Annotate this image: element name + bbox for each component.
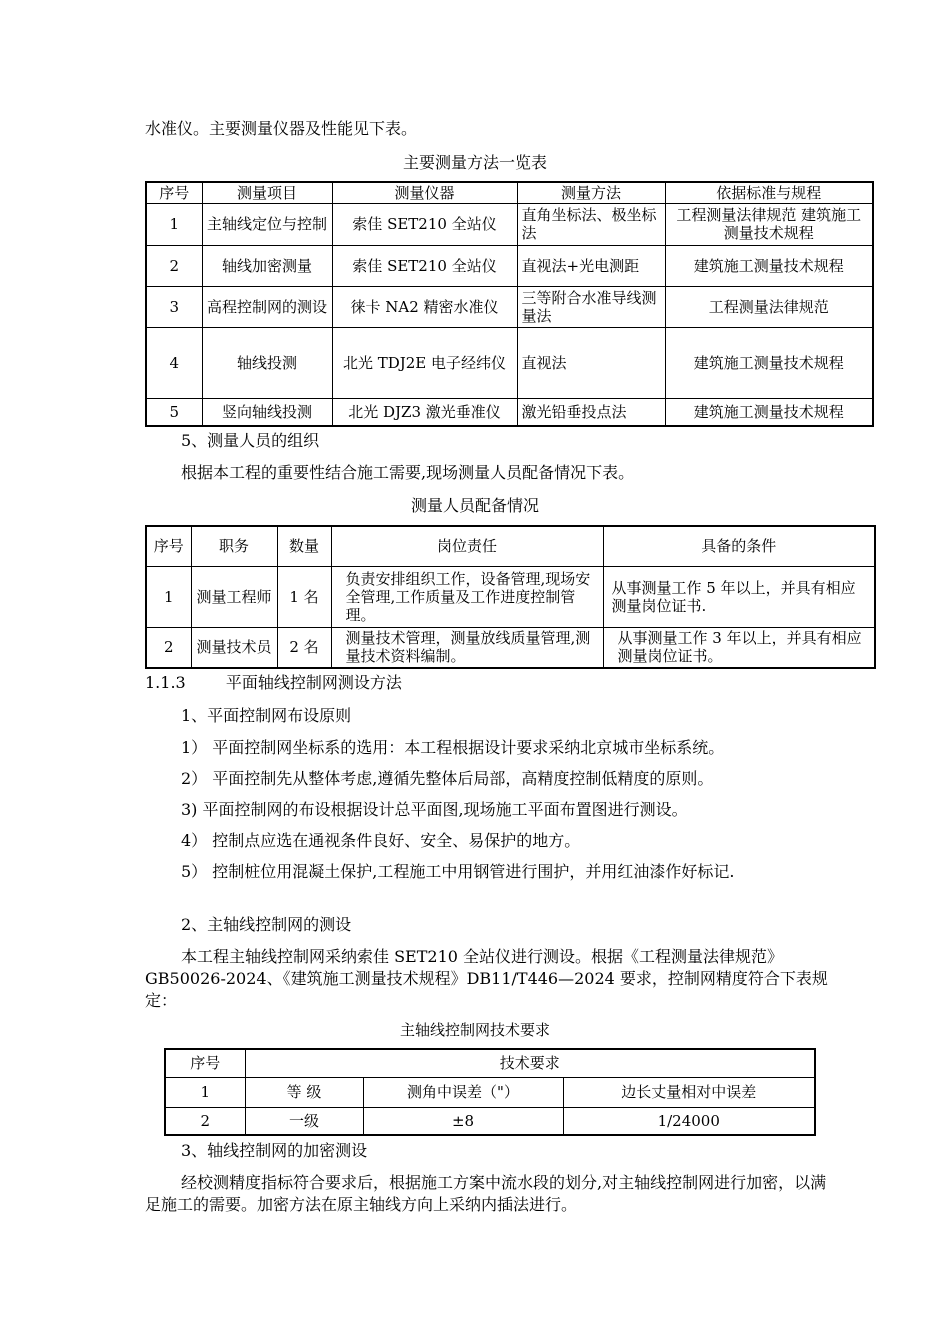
table-cell: 建筑施工测量技术规程 — [665, 327, 873, 398]
principle-item: 3) 平面控制网的布设根据设计总平面图,现场施工平面布置图进行测设。 — [181, 800, 688, 819]
table-row — [146, 566, 875, 627]
table-row — [146, 398, 873, 426]
table-cell: 等 级 — [245, 1077, 363, 1107]
section-title: 平面轴线控制网测设方法 — [225, 673, 402, 692]
tech-requirements-table — [164, 1048, 816, 1136]
header-cell: 职务 — [191, 526, 277, 566]
table-cell: 直角坐标法、极坐标法 — [517, 203, 665, 245]
main-axis-text: 本工程主轴线控制网采纳索佳 SET210 全站仪进行测设。根据《工程测量法律规范》GB50026-2024、《建筑施工测量技术规程》DB11/T446—2024 要求，控制网精度符合下表规定： — [145, 947, 828, 1010]
section-number: 1.1.3 — [145, 673, 186, 692]
table-cell: 三等附合水准导线测量法 — [517, 286, 665, 327]
table1-caption: 主要测量方法一览表 — [402, 153, 547, 172]
principle-item: 5） 控制桩位用混凝土保护,工程施工中用钢管进行围护，并用红油漆作好标记. — [181, 862, 735, 881]
table-row — [146, 627, 875, 668]
table-row — [146, 286, 873, 327]
principle-item: 2） 平面控制先从整体考虑,遵循先整体后局部，高精度控制低精度的原则。 — [181, 769, 714, 788]
table3-caption: 主轴线控制网技术要求 — [399, 1021, 550, 1039]
header-cell: 岗位责任 — [331, 526, 603, 566]
principle-item: 4） 控制点应选在通视条件良好、安全、易保护的地方。 — [181, 831, 581, 850]
header-cell: 技术要求 — [245, 1049, 815, 1077]
table-cell: 徕卡 NA2 精密水准仪 — [332, 286, 517, 327]
table-cell: 从事测量工作 3 年以上，并具有相应测量岗位证书。 — [603, 627, 875, 668]
table-cell: 测角中误差（"） — [363, 1077, 563, 1107]
table-cell: 从事测量工作 5 年以上，并具有相应测量岗位证书. — [603, 566, 875, 627]
table-header-row — [146, 526, 875, 566]
table-cell: 高程控制网的测设 — [202, 286, 332, 327]
table-cell: 负责安排组织工作，设备管理,现场安全管理,工作质量及工作进度控制管理。 — [331, 566, 603, 627]
table-cell: ±8 — [363, 1107, 563, 1135]
densify-title: 3、轴线控制网的加密测设 — [181, 1141, 368, 1160]
table-row — [146, 203, 873, 245]
table-cell: 2 — [146, 245, 202, 286]
table-cell: 竖向轴线投测 — [202, 398, 332, 426]
table-row — [146, 327, 873, 398]
table-cell: 测量工程师 — [191, 566, 277, 627]
table-cell: 3 — [146, 286, 202, 327]
table-cell: 1 — [146, 566, 191, 627]
table-cell: 1 — [165, 1077, 245, 1107]
table2-caption: 测量人员配备情况 — [410, 496, 539, 515]
table-cell: 边长丈量相对中误差 — [563, 1077, 815, 1107]
table-row — [146, 245, 873, 286]
table-cell: 2 名 — [277, 627, 331, 668]
header-cell: 序号 — [146, 182, 202, 203]
table-cell: 一级 — [245, 1107, 363, 1135]
principle-item: 1） 平面控制网坐标系的选用：本工程根据设计要求采纳北京城市坐标系统。 — [181, 738, 725, 757]
header-cell: 具备的条件 — [603, 526, 875, 566]
table-cell: 北光 TDJ2E 电子经纬仪 — [332, 327, 517, 398]
table-cell: 建筑施工测量技术规程 — [665, 245, 873, 286]
intro-line: 水准仪。主要测量仪器及性能见下表。 — [145, 119, 418, 138]
header-cell: 测量仪器 — [332, 182, 517, 203]
table-cell: 轴线投测 — [202, 327, 332, 398]
table-cell: 激光铅垂投点法 — [517, 398, 665, 426]
instrument-table — [145, 181, 874, 427]
table-cell: 4 — [146, 327, 202, 398]
table-cell: 主轴线定位与控制 — [202, 203, 332, 245]
table-header-row — [146, 182, 873, 203]
header-cell: 数量 — [277, 526, 331, 566]
densify-text: 经校测精度指标符合要求后，根据施工方案中流水段的划分,对主轴线控制网进行加密，以满足施工的需要。加密方法在原主轴线方向上采纳内插法进行。 — [145, 1173, 827, 1214]
table-cell: 工程测量法律规范 建筑施工测量技术规程 — [665, 203, 873, 245]
table-cell: 工程测量法律规范 — [665, 286, 873, 327]
table-cell: 直视法 — [517, 327, 665, 398]
section-heading-113 — [145, 672, 402, 694]
table-cell: 建筑施工测量技术规程 — [665, 398, 873, 426]
principles-title: 1、平面控制网布设原则 — [181, 706, 352, 725]
table-cell: 直视法+光电测距 — [517, 245, 665, 286]
table-cell: 轴线加密测量 — [202, 245, 332, 286]
table-header-row — [165, 1049, 815, 1077]
header-cell: 依据标准与规程 — [665, 182, 873, 203]
table-cell: 索佳 SET210 全站仪 — [332, 203, 517, 245]
section5-title: 5、测量人员的组织 — [181, 431, 320, 450]
table-cell: 2 — [146, 627, 191, 668]
staffing-table — [145, 525, 876, 669]
section5-text: 根据本工程的重要性结合施工需要,现场测量人员配备情况下表。 — [181, 463, 635, 482]
main-axis-title: 2、主轴线控制网的测设 — [181, 915, 352, 934]
table-row — [165, 1077, 815, 1107]
table-cell: 北光 DJZ3 激光垂准仪 — [332, 398, 517, 426]
header-cell: 测量方法 — [517, 182, 665, 203]
table-cell: 2 — [165, 1107, 245, 1135]
header-cell: 序号 — [146, 526, 191, 566]
table-row — [165, 1107, 815, 1135]
table-cell: 5 — [146, 398, 202, 426]
table-cell: 测量技术管理，测量放线质量管理,测量技术资料编制。 — [331, 627, 603, 668]
header-cell: 测量项目 — [202, 182, 332, 203]
header-cell: 序号 — [165, 1049, 245, 1077]
table-cell: 索佳 SET210 全站仪 — [332, 245, 517, 286]
table-cell: 测量技术员 — [191, 627, 277, 668]
table-cell: 1/24000 — [563, 1107, 815, 1135]
table-cell: 1 名 — [277, 566, 331, 627]
table-cell: 1 — [146, 203, 202, 245]
